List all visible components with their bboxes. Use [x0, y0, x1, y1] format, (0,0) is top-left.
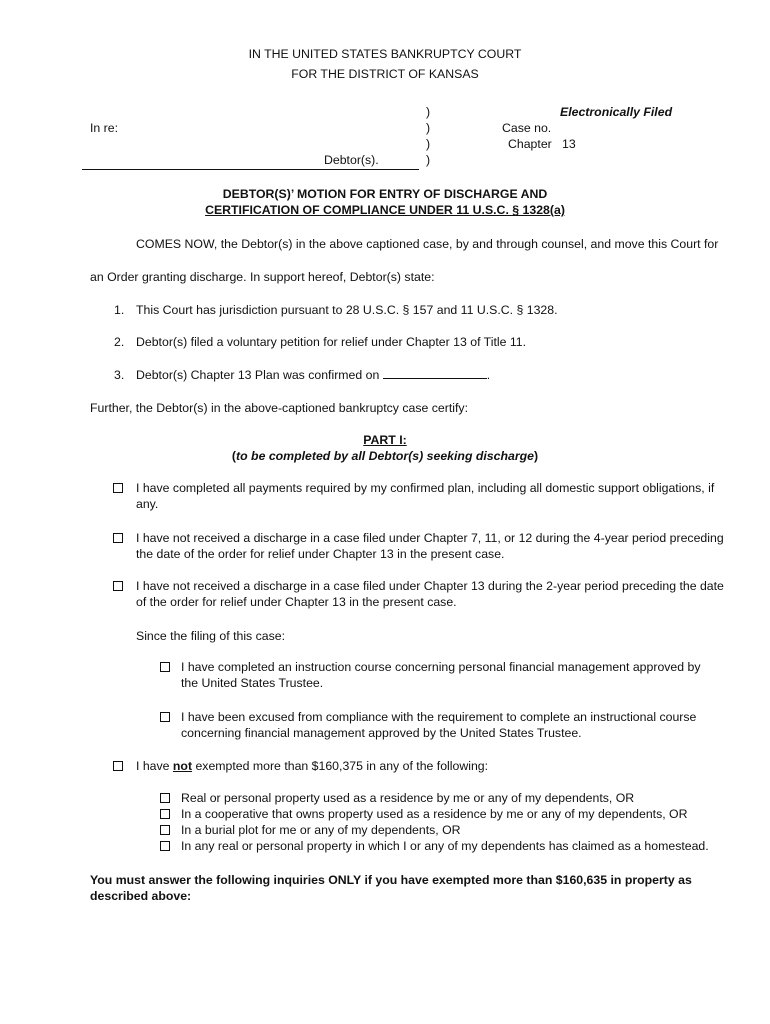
closing-line1: You must answer the following inquiries ONLY if you have exempted more than $160,635 in property as: [90, 873, 692, 887]
course-2-line1: I have been excused from compliance with the requirement to complete an instructional course: [181, 710, 697, 724]
case-no-label: Case no.: [502, 121, 552, 135]
caption-paren: ): [426, 137, 431, 151]
checkbox-course-excused[interactable]: [160, 712, 170, 722]
check-2-line2: the date of the order for relief under Chapter 13 in the present case.: [136, 547, 505, 561]
part-one-heading: [0, 432, 770, 448]
part-one-subtitle: [0, 448, 770, 464]
chapter-label: Chapter: [508, 137, 552, 151]
exempt-statement: [136, 758, 488, 774]
check-1-line2: any.: [136, 497, 159, 511]
checkbox-no-discharge-4-year[interactable]: [113, 533, 123, 543]
paren-close: ): [533, 449, 539, 463]
further-certify: Further, the Debtor(s) in the above-captioned bankruptcy case certify:: [90, 401, 468, 415]
checkbox-residence[interactable]: [160, 793, 170, 803]
numbered-item-2-number: 2.: [114, 335, 125, 349]
motion-title-line1: DEBTOR(S)’ MOTION FOR ENTRY OF DISCHARGE AND: [222, 187, 548, 201]
checkbox-no-discharge-2-year[interactable]: [113, 581, 123, 591]
intro-paragraph-line1: COMES NOW, the Debtor(s) in the above captioned case, by and through counsel, and move this Court for: [136, 237, 719, 251]
court-name: IN THE UNITED STATES BANKRUPTCY COURT: [248, 47, 522, 61]
checkbox-cooperative[interactable]: [160, 809, 170, 819]
course-1-line2: the United States Trustee.: [181, 676, 324, 690]
exempt-item-1: Real or personal property used as a residence by me or any of my dependents, OR: [181, 791, 635, 805]
chapter-value: 13: [562, 137, 576, 151]
electronically-filed-label: Electronically Filed: [560, 105, 673, 119]
debtors-label: Debtor(s).: [324, 153, 379, 167]
motion-title-line2: [0, 202, 770, 218]
course-1-line1: I have completed an instruction course concerning personal financial management approved by: [181, 660, 701, 674]
confirmation-label: Debtor(s) Chapter 13 Plan was confirmed on: [136, 368, 380, 382]
exempt-item-3: In a burial plot for me or any of my dependents, OR: [181, 823, 461, 837]
checkbox-burial-plot[interactable]: [160, 825, 170, 835]
checkbox-payments-completed[interactable]: [113, 483, 123, 493]
in-re-label: In re:: [90, 121, 119, 135]
closing-line2: described above:: [90, 889, 192, 903]
court-district: FOR THE DISTRICT OF KANSAS: [291, 67, 479, 81]
caption-paren: ): [426, 121, 431, 135]
check-1-line1: I have completed all payments required by my confirmed plan, including all domestic support obligations, if: [136, 481, 715, 495]
exempt-item-2: In a cooperative that owns property used as a residence by me or any of my dependents, OR: [181, 807, 688, 821]
numbered-item-1-text: This Court has jurisdiction pursuant to 28 U.S.C. § 157 and 11 U.S.C. § 1328.: [136, 303, 558, 317]
checkbox-course-completed[interactable]: [160, 662, 170, 672]
exempt-post: exempted more than $160,375 in any of the following:: [192, 759, 489, 773]
caption-underline: [82, 169, 419, 170]
numbered-item-1-number: 1.: [114, 303, 125, 317]
motion-title-underlined: CERTIFICATION OF COMPLIANCE UNDER 11 U.S.C. § 1328(a): [205, 203, 565, 217]
intro-paragraph-line2: an Order granting discharge. In support hereof, Debtor(s) state:: [90, 270, 435, 284]
exempt-pre: I have: [136, 759, 173, 773]
checkbox-not-exempted[interactable]: [113, 761, 123, 771]
part-one-instruction: to be completed by all Debtor(s) seeking discharge: [236, 449, 534, 463]
confirmation-date-blank[interactable]: [383, 367, 487, 379]
confirmation-period: .: [486, 368, 491, 382]
caption-paren: ): [426, 153, 431, 167]
numbered-item-3-number: 3.: [114, 368, 125, 382]
check-3-line1: I have not received a discharge in a case filed under Chapter 13 during the 2-year period preceding the date: [136, 579, 724, 593]
course-2-line2: concerning financial management approved by the United States Trustee.: [181, 726, 582, 740]
exempt-item-4: In any real or personal property in which I or any of my dependents has claimed as a homestead.: [181, 839, 709, 853]
caption-paren: ): [426, 105, 431, 119]
check-2-line1: I have not received a discharge in a case filed under Chapter 7, 11, or 12 during the 4-year period preceding: [136, 531, 724, 545]
exempt-emphasis: not: [172, 759, 193, 773]
numbered-item-3-text: [136, 367, 490, 383]
numbered-item-2-text: Debtor(s) filed a voluntary petition for relief under Chapter 13 of Title 11.: [136, 335, 527, 349]
since-filing-label: Since the filing of this case:: [136, 629, 286, 643]
checkbox-homestead[interactable]: [160, 841, 170, 851]
paren-open: (: [231, 449, 237, 463]
part-one-title: PART I:: [363, 433, 407, 447]
check-3-line2: of the order for relief under Chapter 13 in the present case.: [136, 595, 457, 609]
